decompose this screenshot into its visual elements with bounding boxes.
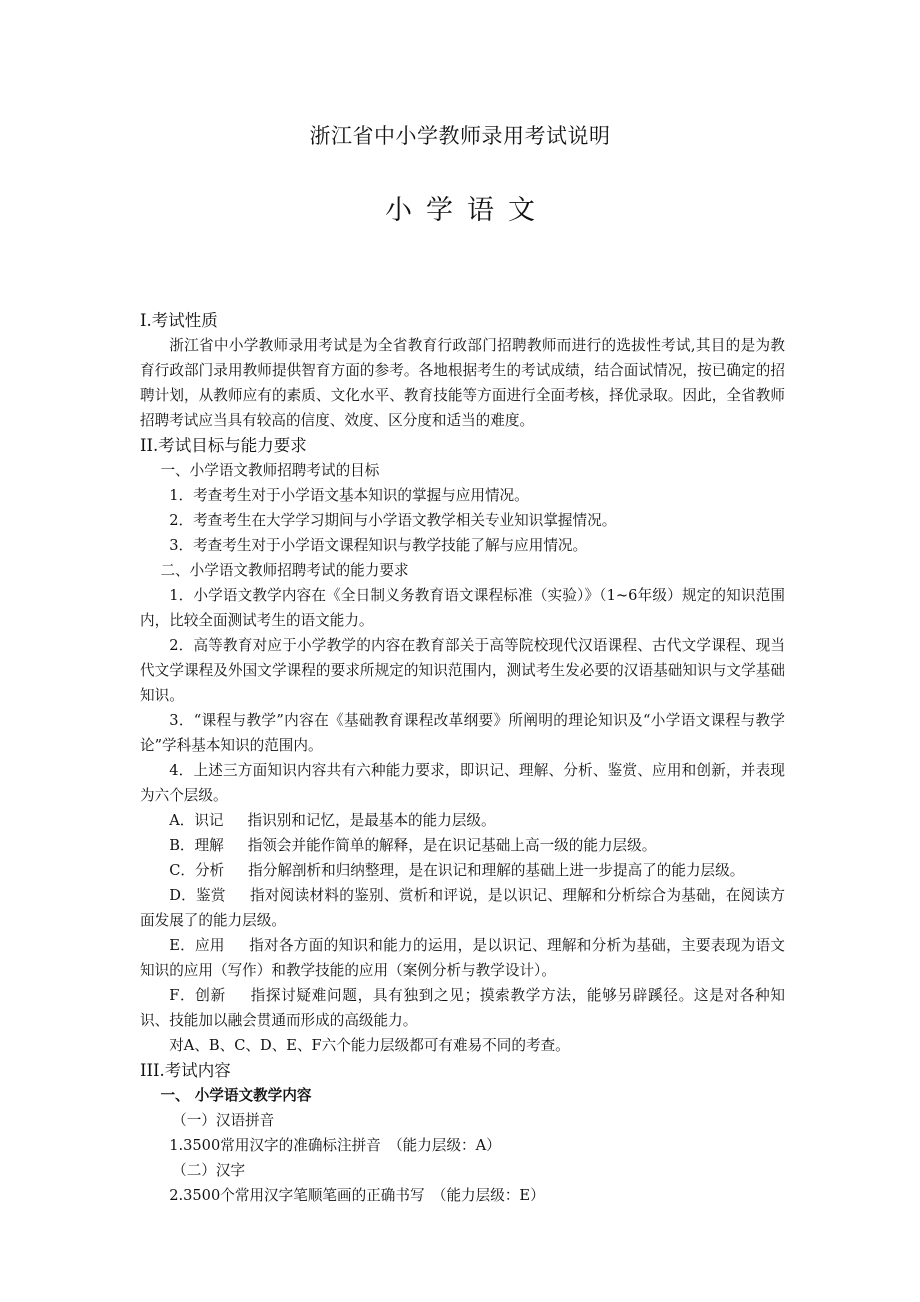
document-title: 浙江省中小学教师录用考试说明 [309,124,611,148]
goal-item: 2．考查考生在大学学习期间与小学语文教学相关专业知识掌握情况。 [169,512,617,529]
level-label: F．创新 [169,987,226,1004]
level-item [140,883,785,933]
content-item: 2.3500个常用汉字笔顺笔画的正确书写 （能力层级：E） [169,1187,545,1204]
section-3-heading: III.考试内容 [140,1061,231,1080]
subject-title: 小学语文 [385,195,549,226]
content-part-heading: （一）汉语拼音 [172,1112,275,1129]
level-desc: 指识别和记忆，是最基本的能力层级。 [247,812,496,829]
level-desc: 指对各方面的知识和能力的运用，是以识记、理解和分析为基础，主要表现为语文知识的应用（写作）和教学技能的应用（案例分析与教学设计）。 [140,937,785,979]
section-1-heading: I.考试性质 [140,311,218,330]
level-item [140,858,785,883]
goal-item: 1．考查考生对于小学语文基本知识的掌握与应用情况。 [169,487,529,504]
document-body [140,308,785,1208]
requirement-item: 3．“课程与教学”内容在《基础教育课程改革纲要》所阐明的理论知识及“小学语文课程与教学论”学科基本知识的范围内。 [140,712,785,754]
requirement-item: 2．高等教育对应于小学教学的内容在教育部关于高等院校现代汉语课程、古代文学课程、现当代文学课程及外国文学课程的要求所规定的知识范围内，测试考生发必要的汉语基础知识与文学基础知识。 [140,637,785,704]
level-desc: 指对阅读材料的鉴别、赏析和评说，是以识记、理解和分析综合为基础，在阅读方面发展了的能力层级。 [140,887,785,929]
content-part-heading: （二）汉字 [172,1162,246,1179]
level-label: D．鉴赏 [169,887,226,904]
section-2-heading: II.考试目标与能力要求 [140,436,307,455]
levels-closing: 对A、B、C、D、E、F六个能力层级都可有难易不同的考查。 [169,1037,570,1054]
requirements-subheading: 二、小学语文教师招聘考试的能力要求 [160,562,409,579]
level-desc: 指探讨疑难问题，具有独到之见；摸索教学方法，能够另辟蹊径。这是对各种知识、技能加以融会贯通而形成的高级能力。 [140,987,785,1029]
content-item: 1.3500常用汉字的准确标注拼音 （能力层级：A） [169,1137,501,1154]
requirement-item: 4．上述三方面知识内容共有六种能力要求，即识记、理解、分析、鉴赏、应用和创新，并表现为六个层级。 [140,762,785,804]
level-label: C．分析 [169,862,225,879]
section-1-paragraph: 浙江省中小学教师录用考试是为全省教育行政部门招聘教师而进行的选拔性考试,其目的是为教育行政部门录用教师提供智育方面的参考。各地根据考生的考试成绩，结合面试情况，按已确定的招聘计划，从教师应有的素质、文化水平、教育技能等方面进行全面考核，择优录取。因此，全省教师招聘考试应当具有较高的信度、效度、区分度和适当的难度。 [140,337,785,429]
level-desc: 指分解剖析和归纳整理，是在识记和理解的基础上进一步提高了的能力层级。 [248,862,745,879]
level-item [140,833,785,858]
goals-subheading: 一、小学语文教师招聘考试的目标 [160,462,380,479]
level-desc: 指领会并能作简单的解释，是在识记基础上高一级的能力层级。 [247,837,657,854]
level-item [140,933,785,983]
level-item [140,808,785,833]
level-item [140,983,785,1033]
level-label: E．应用 [169,937,225,954]
content-subheading: 一、 小学语文教学内容 [160,1087,312,1104]
requirement-item: 1．小学语文教学内容在《全日制义务教育语文课程标准（实验）》（1~6年级）规定的知识范围内，比较全面测试考生的语文能力。 [140,587,785,629]
goal-item: 3．考查考生对于小学语文课程知识与教学技能了解与应用情况。 [169,537,588,554]
level-label: B．理解 [169,837,224,854]
level-label: A．识记 [169,812,224,829]
